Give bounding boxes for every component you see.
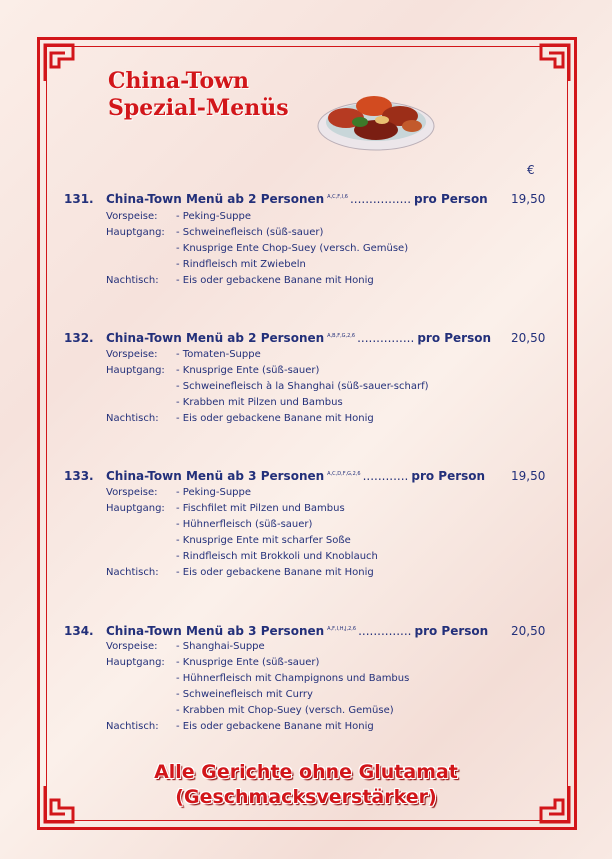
per-person-label: pro Person <box>417 331 492 345</box>
leader-dots: ................ <box>349 192 412 206</box>
dish-item: - Krabben mit Pilzen und Bambus <box>176 397 343 408</box>
leader-dots: ............ <box>362 469 409 483</box>
title-line-2: Spezial-Menüs <box>108 95 289 121</box>
dish-item: - Schweinefleisch mit Curry <box>176 689 313 700</box>
allergen-codes: A,C,D,F,G,2,6 <box>327 471 361 477</box>
course-label: Nachtisch: <box>106 567 159 578</box>
dish-item: - Knusprige Ente (süß-sauer) <box>176 365 320 376</box>
dish-item: - Eis oder gebackene Banane mit Honig <box>176 275 374 286</box>
menu-price: 19,50 <box>511 192 546 206</box>
course-label: Vorspeise: <box>106 349 158 360</box>
dish-item: - Knusprige Ente (süß-sauer) <box>176 657 320 668</box>
dish-item: - Peking-Suppe <box>176 487 252 498</box>
dish-item: - Schweinefleisch à la Shanghai (süß-sauer-scharf) <box>176 381 429 392</box>
per-person-label: pro Person <box>411 469 486 483</box>
menu-heading <box>106 330 491 346</box>
menu-name: China-Town Menü ab 3 Personen <box>106 624 325 638</box>
dish-item: - Peking-Suppe <box>176 211 252 222</box>
dish-item: - Shanghai-Suppe <box>176 641 265 652</box>
course-label: Nachtisch: <box>106 413 159 424</box>
dish-item: - Rindfleisch mit Brokkoli und Knoblauch <box>176 551 378 562</box>
course-label: Hauptgang: <box>106 227 165 238</box>
dish-item: - Knusprige Ente mit scharfer Soße <box>176 535 351 546</box>
allergen-codes: A,F,I,H,J,2,6 <box>327 626 357 632</box>
currency-symbol: € <box>527 163 535 177</box>
leader-dots: ............... <box>357 331 415 345</box>
dish-item: - Fischfilet mit Pilzen und Bambus <box>176 503 345 514</box>
course-label: Hauptgang: <box>106 503 165 514</box>
course-label: Vorspeise: <box>106 211 158 222</box>
course-label: Nachtisch: <box>106 275 159 286</box>
menu-heading <box>106 191 488 207</box>
page-title <box>108 68 289 122</box>
allergen-codes: A,B,F,G,2,6 <box>327 333 356 339</box>
menu-price: 19,50 <box>511 469 546 483</box>
menu-number: 133. <box>64 469 94 483</box>
title-line-1: China-Town <box>108 68 250 94</box>
dish-item: - Hühnerfleisch (süß-sauer) <box>176 519 313 530</box>
dish-item: - Krabben mit Chop-Suey (versch. Gemüse) <box>176 705 394 716</box>
dish-item: - Eis oder gebackene Banane mit Honig <box>176 721 374 732</box>
allergen-codes: A,C,F,I,6 <box>327 194 348 200</box>
fret-corner-icon <box>37 37 81 81</box>
dish-item: - Schweinefleisch (süß-sauer) <box>176 227 324 238</box>
course-label: Hauptgang: <box>106 365 165 376</box>
fret-corner-icon <box>533 37 577 81</box>
dish-item: - Rindfleisch mit Zwiebeln <box>176 259 306 270</box>
menu-price: 20,50 <box>511 331 546 345</box>
menu-number: 131. <box>64 192 94 206</box>
menu-number: 132. <box>64 331 94 345</box>
per-person-label: pro Person <box>414 624 489 638</box>
course-label: Nachtisch: <box>106 721 159 732</box>
menu-price: 20,50 <box>511 624 546 638</box>
dish-item: - Tomaten-Suppe <box>176 349 261 360</box>
course-label: Vorspeise: <box>106 641 158 652</box>
course-label: Hauptgang: <box>106 657 165 668</box>
footer-note-line-1: Alle Gerichte ohne Glutamat <box>154 761 458 783</box>
menu-name: China-Town Menü ab 3 Personen <box>106 469 325 483</box>
footer-note-line-2: (Geschmacksverstärker) <box>175 786 437 808</box>
food-plate-image <box>316 82 436 154</box>
menu-heading <box>106 623 488 639</box>
menu-name: China-Town Menü ab 2 Personen <box>106 192 325 206</box>
menu-number: 134. <box>64 624 94 638</box>
dish-item: - Eis oder gebackene Banane mit Honig <box>176 567 374 578</box>
per-person-label: pro Person <box>414 192 488 206</box>
leader-dots: .............. <box>358 624 412 638</box>
dish-item: - Hühnerfleisch mit Champignons und Bambus <box>176 673 410 684</box>
menu-name: China-Town Menü ab 2 Personen <box>106 331 325 345</box>
course-label: Vorspeise: <box>106 487 158 498</box>
dish-item: - Knusprige Ente Chop-Suey (versch. Gemüse) <box>176 243 409 254</box>
menu-heading <box>106 468 485 484</box>
dish-item: - Eis oder gebackene Banane mit Honig <box>176 413 374 424</box>
